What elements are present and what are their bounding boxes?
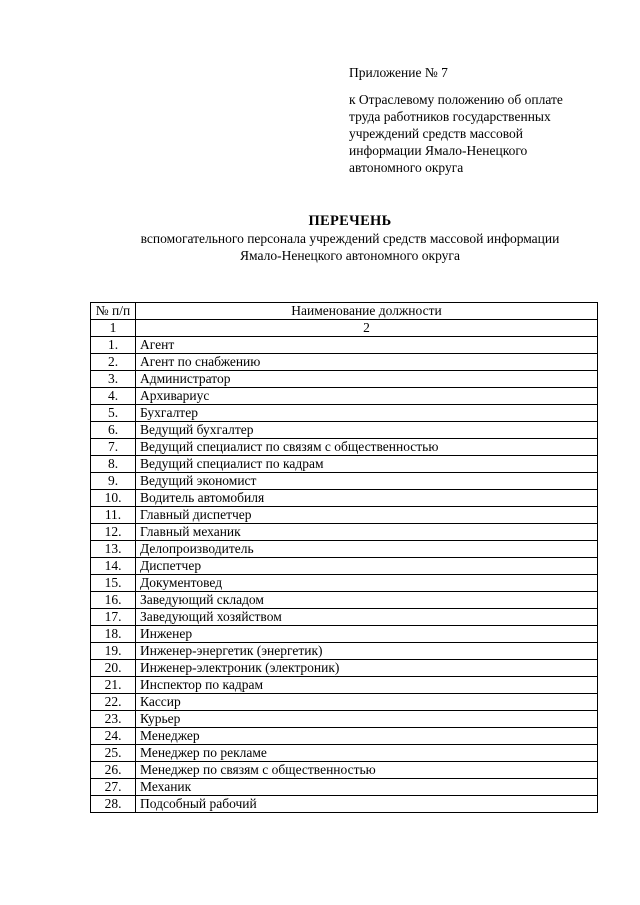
position-name: Ведущий экономист — [136, 473, 598, 490]
column-index-2: 2 — [136, 320, 598, 337]
row-number: 27. — [91, 779, 136, 796]
row-number: 17. — [91, 609, 136, 626]
position-name: Инженер-электроник (электроник) — [136, 660, 598, 677]
document-title — [60, 212, 640, 264]
table-row — [91, 745, 598, 762]
position-name: Менеджер — [136, 728, 598, 745]
table-row — [91, 762, 598, 779]
position-name: Ведущий специалист по связям с общественностью — [136, 439, 598, 456]
table-row — [91, 422, 598, 439]
row-number: 28. — [91, 796, 136, 813]
position-name: Диспетчер — [136, 558, 598, 575]
title-line-1: вспомогательного персонала учреждений средств массовой информации — [140, 231, 560, 246]
row-number: 3. — [91, 371, 136, 388]
row-number: 21. — [91, 677, 136, 694]
position-name: Инженер — [136, 626, 598, 643]
position-name: Подсобный рабочий — [136, 796, 598, 813]
row-number: 10. — [91, 490, 136, 507]
position-name: Менеджер по связям с общественностью — [136, 762, 598, 779]
table-row — [91, 541, 598, 558]
table-row — [91, 439, 598, 456]
row-number: 25. — [91, 745, 136, 762]
position-name: Кассир — [136, 694, 598, 711]
position-name: Инженер-энергетик (энергетик) — [136, 643, 598, 660]
appendix-line: труда работников государственных — [349, 109, 551, 124]
position-name: Заведующий складом — [136, 592, 598, 609]
table-row — [91, 626, 598, 643]
position-name: Агент по снабжению — [136, 354, 598, 371]
position-name: Главный диспетчер — [136, 507, 598, 524]
row-number: 23. — [91, 711, 136, 728]
table-row — [91, 694, 598, 711]
position-name: Документовед — [136, 575, 598, 592]
position-name: Ведущий специалист по кадрам — [136, 456, 598, 473]
table-row — [91, 728, 598, 745]
row-number: 15. — [91, 575, 136, 592]
row-number: 11. — [91, 507, 136, 524]
appendix-block — [349, 64, 609, 176]
table-row — [91, 371, 598, 388]
row-number: 8. — [91, 456, 136, 473]
row-number: 2. — [91, 354, 136, 371]
table-row — [91, 473, 598, 490]
position-name: Агент — [136, 337, 598, 354]
table-row — [91, 354, 598, 371]
position-name: Курьер — [136, 711, 598, 728]
column-index-row — [91, 320, 598, 337]
table-row — [91, 388, 598, 405]
row-number: 18. — [91, 626, 136, 643]
row-number: 24. — [91, 728, 136, 745]
table-row — [91, 524, 598, 541]
row-number: 20. — [91, 660, 136, 677]
table-row — [91, 490, 598, 507]
table-row — [91, 592, 598, 609]
position-name: Механик — [136, 779, 598, 796]
header-number: № п/п — [91, 303, 136, 320]
title-heading: ПЕРЕЧЕНЬ — [308, 213, 392, 229]
appendix-line: автономного округа — [349, 160, 464, 175]
positions-table — [90, 302, 598, 813]
table-row — [91, 677, 598, 694]
header-position-name: Наименование должности — [136, 303, 598, 320]
row-number: 13. — [91, 541, 136, 558]
table-row — [91, 405, 598, 422]
row-number: 19. — [91, 643, 136, 660]
row-number: 12. — [91, 524, 136, 541]
row-number: 5. — [91, 405, 136, 422]
position-name: Ведущий бухгалтер — [136, 422, 598, 439]
row-number: 9. — [91, 473, 136, 490]
table-row — [91, 337, 598, 354]
position-name: Менеджер по рекламе — [136, 745, 598, 762]
position-name: Заведующий хозяйством — [136, 609, 598, 626]
row-number: 4. — [91, 388, 136, 405]
table-row — [91, 643, 598, 660]
row-number: 14. — [91, 558, 136, 575]
appendix-number: Приложение № 7 — [349, 65, 448, 80]
row-number: 7. — [91, 439, 136, 456]
table-row — [91, 711, 598, 728]
appendix-line: информации Ямало-Ненецкого — [349, 143, 528, 158]
row-number: 22. — [91, 694, 136, 711]
table-row — [91, 796, 598, 813]
position-name: Администратор — [136, 371, 598, 388]
position-name: Бухгалтер — [136, 405, 598, 422]
row-number: 1. — [91, 337, 136, 354]
row-number: 6. — [91, 422, 136, 439]
table-row — [91, 609, 598, 626]
position-name: Архивариус — [136, 388, 598, 405]
table-row — [91, 507, 598, 524]
position-name: Водитель автомобиля — [136, 490, 598, 507]
position-name: Главный механик — [136, 524, 598, 541]
row-number: 26. — [91, 762, 136, 779]
table-row — [91, 575, 598, 592]
column-index-1: 1 — [91, 320, 136, 337]
table-row — [91, 558, 598, 575]
appendix-line: к Отраслевому положению об оплате — [349, 92, 563, 107]
position-name: Делопроизводитель — [136, 541, 598, 558]
table-row — [91, 660, 598, 677]
row-number: 16. — [91, 592, 136, 609]
appendix-line: учреждений средств массовой — [349, 126, 524, 141]
table-row — [91, 456, 598, 473]
position-name: Инспектор по кадрам — [136, 677, 598, 694]
table-row — [91, 779, 598, 796]
title-line-2: Ямало-Ненецкого автономного округа — [240, 248, 460, 263]
table-header-row — [91, 303, 598, 320]
